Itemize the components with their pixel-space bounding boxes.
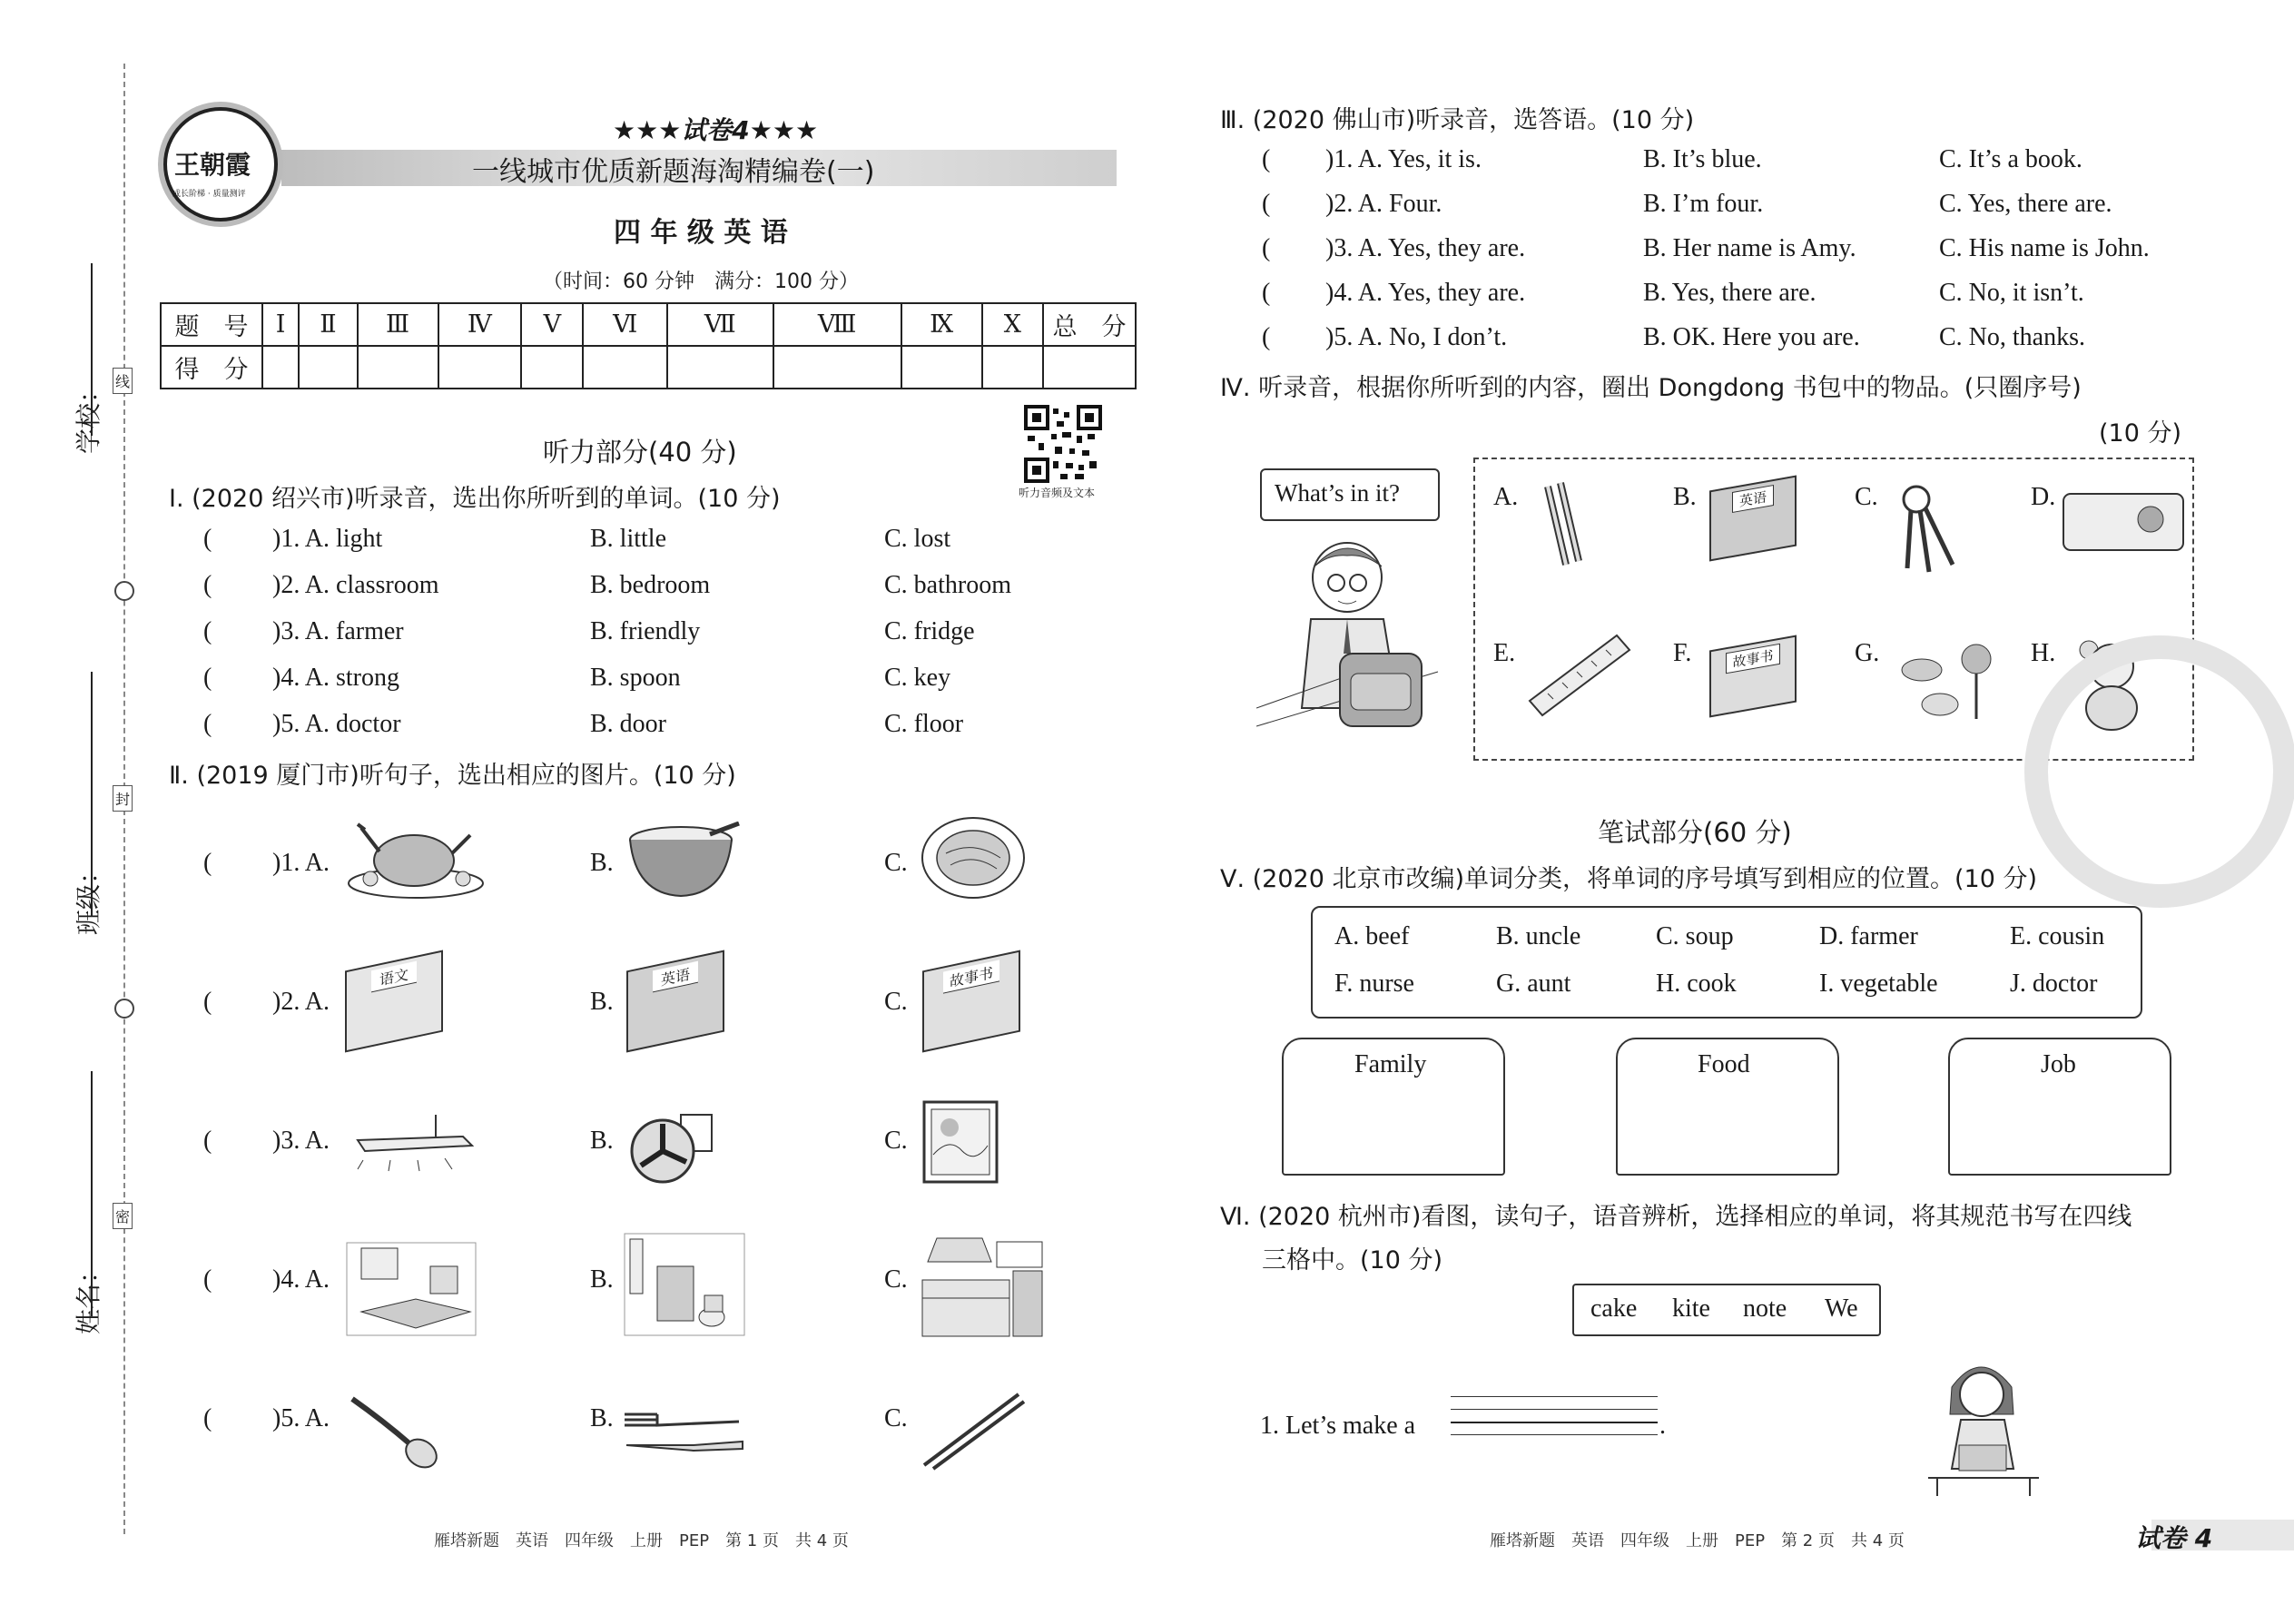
score-cell[interactable]	[982, 346, 1043, 389]
category-box-job[interactable]	[1948, 1038, 2171, 1176]
phonics-word: We	[1825, 1294, 1858, 1323]
candies-icon[interactable]	[1885, 637, 2004, 728]
score-col: Ⅸ	[901, 303, 982, 346]
question-option-b[interactable]: B.	[590, 988, 614, 1016]
answer-bracket[interactable]: (	[203, 664, 212, 692]
score-row-header: 题 号	[161, 303, 262, 346]
score-total-header: 总 分	[1043, 303, 1136, 346]
noodle-plate-icon[interactable]	[919, 812, 1028, 903]
question-option-c[interactable]: C. lost	[884, 525, 951, 553]
question-option-c[interactable]: C.	[884, 1404, 908, 1432]
soup-bowl-icon[interactable]	[626, 822, 744, 903]
answer-bracket[interactable]: (	[1262, 145, 1271, 173]
class-label: 班级：	[74, 858, 103, 935]
framed-picture-icon[interactable]	[922, 1100, 999, 1184]
electric-fan-icon[interactable]	[626, 1106, 717, 1187]
score-col: Ⅳ	[438, 303, 522, 346]
score-cell[interactable]	[438, 346, 522, 389]
speech-bubble-text: What’s in it?	[1275, 479, 1400, 507]
word-item: I. vegetable	[1819, 969, 1938, 998]
item-label-a[interactable]: A.	[1493, 483, 1519, 511]
word-item: D. farmer	[1819, 922, 1918, 950]
category-label: Family	[1354, 1050, 1427, 1078]
book-label: 英语	[653, 961, 698, 993]
logo-text: 王朝霞	[174, 150, 251, 180]
phonics-word: kite	[1672, 1294, 1710, 1323]
binding-hole-icon	[114, 581, 134, 601]
section-3-header: Ⅲ. (2020 佛山市)听录音，选答语。(10 分)	[1220, 106, 1695, 134]
word-item: B. uncle	[1496, 922, 1581, 950]
qr-code[interactable]	[1024, 405, 1102, 483]
book-label: 故事书	[1726, 644, 1780, 674]
item-label-d[interactable]: D.	[2031, 483, 2056, 511]
question-option-c[interactable]: C.	[884, 1265, 908, 1294]
page-footer-right: 雁塔新题 英语 四年级 上册 PEP 第 2 页 共 4 页	[1490, 1531, 1905, 1550]
phonics-word-box	[1572, 1284, 1881, 1336]
storybook-icon[interactable]	[922, 950, 1020, 1053]
score-cell[interactable]	[667, 346, 773, 389]
speech-bubble	[1260, 468, 1440, 521]
word-item: H. cook	[1656, 969, 1737, 998]
word-item: E. cousin	[2010, 922, 2105, 950]
item-label-c[interactable]: C.	[1855, 483, 1878, 511]
score-col: Ⅲ	[358, 303, 438, 346]
score-row-header: 得 分	[161, 346, 262, 389]
item-label-h[interactable]: H.	[2031, 639, 2056, 667]
score-cell[interactable]	[358, 346, 438, 389]
item-label-f[interactable]: F.	[1673, 639, 1692, 667]
category-box-food[interactable]	[1616, 1038, 1839, 1176]
question-option-c[interactable]: C. bathroom	[884, 571, 1011, 599]
question-option-c[interactable]: C. fridge	[884, 617, 975, 645]
binding-margin	[0, 0, 145, 1624]
category-label: Job	[2041, 1050, 2076, 1078]
banner-title: 一线城市优质新题海淘精编卷(一)	[472, 156, 875, 188]
answer-bracket[interactable]: (	[203, 1265, 212, 1294]
question-option-a[interactable]: )5. A. No, I don’t.	[1325, 323, 1508, 351]
pencil-case-icon[interactable]	[2060, 485, 2187, 557]
score-cell[interactable]	[901, 346, 982, 389]
question-option-b[interactable]: B.	[590, 849, 614, 877]
page-footer-left: 雁塔新题 英语 四年级 上册 PEP 第 1 页 共 4 页	[434, 1531, 849, 1550]
english-book-icon[interactable]	[626, 950, 724, 1053]
question-option-a[interactable]: )1. A. Yes, it is.	[1325, 145, 1482, 173]
answer-bracket[interactable]: (	[203, 988, 212, 1016]
book-label: 语文	[371, 961, 417, 993]
answer-bracket[interactable]: (	[203, 571, 212, 599]
answer-bracket[interactable]: (	[203, 525, 212, 553]
item-label-b[interactable]: B.	[1673, 483, 1697, 511]
question-option-c[interactable]: C.	[884, 988, 908, 1016]
bathroom-scene-icon[interactable]	[621, 1230, 748, 1339]
seal-char-line: 线	[113, 368, 133, 394]
name-label: 姓名：	[74, 1257, 103, 1334]
question-option-c[interactable]: C.	[884, 849, 908, 877]
sentence-1-end: .	[1659, 1412, 1666, 1440]
answer-bracket[interactable]: (	[203, 1127, 212, 1155]
english-books-icon[interactable]	[1709, 476, 1797, 562]
item-label-e[interactable]: E.	[1493, 639, 1516, 667]
book-label: 故事书	[943, 960, 999, 993]
knife-and-fork-icon[interactable]	[621, 1405, 748, 1463]
question-option-a[interactable]: )4. A. strong	[272, 664, 399, 692]
question-option-a[interactable]: )4. A.	[272, 1265, 330, 1294]
table-row	[161, 303, 1136, 346]
score-col: Ⅶ	[667, 303, 773, 346]
category-label: Food	[1698, 1050, 1750, 1078]
paper-tag-footer: 试卷 4	[2135, 1523, 2213, 1553]
question-option-c[interactable]: C. No, thanks.	[1939, 323, 2085, 351]
bedroom-scene-icon[interactable]	[343, 1239, 479, 1339]
word-item: F. nurse	[1334, 969, 1414, 998]
score-col: Ⅵ	[583, 303, 666, 346]
boy-with-schoolbag-illustration	[1256, 517, 1447, 753]
logo-badge	[163, 107, 278, 221]
chinese-book-icon[interactable]	[345, 950, 443, 1053]
question-option-a[interactable]: )2. A.	[272, 988, 330, 1016]
question-option-a[interactable]: )3. A. Yes, they are.	[1325, 234, 1526, 262]
ruler-icon[interactable]	[1526, 628, 1635, 719]
seal-char-seal: 封	[113, 785, 133, 812]
table-row	[161, 346, 1136, 389]
answer-bracket[interactable]: (	[203, 617, 212, 645]
sentence-1-prefix: 1. Let’s make a	[1260, 1412, 1416, 1440]
score-col: Ⅰ	[262, 303, 299, 346]
name-input-line[interactable]	[91, 1071, 93, 1316]
listening-title: 听力部分(40 分)	[543, 437, 737, 468]
score-col: Ⅷ	[773, 303, 901, 346]
qr-caption: 听力音频及文本	[1019, 487, 1096, 499]
question-option-a[interactable]: )5. A.	[272, 1404, 330, 1432]
binding-hole-icon	[114, 999, 134, 1019]
section-4-points: (10 分)	[2099, 419, 2182, 448]
section-5-header: Ⅴ. (2020 北京市改编)单词分类，将单词的序号填写到相应的位置。(10 分)	[1220, 865, 2038, 893]
four-line-grid[interactable]	[1451, 1396, 1658, 1436]
question-option-b[interactable]: B. It’s blue.	[1643, 145, 1762, 173]
pencils-icon[interactable]	[1530, 477, 1602, 577]
score-col: Ⅹ	[982, 303, 1043, 346]
roast-chicken-icon[interactable]	[343, 815, 488, 901]
logo-subtext: 成长阶梯 · 质量测评	[172, 190, 246, 199]
class-input-line[interactable]	[91, 672, 93, 917]
ceiling-light-icon[interactable]	[345, 1109, 481, 1182]
question-option-a[interactable]: )3. A.	[272, 1127, 330, 1155]
word-item: C. soup	[1656, 922, 1734, 950]
spoon-icon[interactable]	[347, 1393, 447, 1475]
score-col: Ⅴ	[521, 303, 583, 346]
score-cell[interactable]	[773, 346, 901, 389]
section-4-header: Ⅳ. 听录音，根据你所听到的内容，圈出 Dongdong 书包中的物品。(只圈序号)	[1220, 374, 2082, 402]
book-label: 英语	[1732, 485, 1774, 513]
item-label-g[interactable]: G.	[1855, 639, 1880, 667]
question-option-c[interactable]: C. floor	[884, 710, 964, 738]
question-option-b[interactable]: B. door	[590, 710, 666, 738]
answer-bracket[interactable]: (	[1262, 190, 1271, 218]
girl-making-cake-illustration	[1925, 1351, 2043, 1496]
score-cell[interactable]	[1043, 346, 1136, 389]
question-option-a[interactable]: )4. A. Yes, they are.	[1325, 279, 1526, 307]
question-option-b[interactable]: B. I’m four.	[1643, 190, 1764, 218]
phonics-word: note	[1743, 1294, 1787, 1323]
section-6-header: Ⅵ. (2020 杭州市)看图，读句子，语音辨析，选择相应的单词，将其规范书写在四线	[1220, 1203, 2132, 1231]
word-item: A. beef	[1334, 922, 1410, 950]
question-option-a[interactable]: )1. A. light	[272, 525, 383, 553]
chopsticks-icon[interactable]	[919, 1389, 1028, 1471]
answer-bracket[interactable]: (	[1262, 323, 1271, 351]
question-option-b[interactable]: B. bedroom	[590, 571, 711, 599]
score-cell[interactable]	[262, 346, 299, 389]
keys-icon[interactable]	[1889, 481, 1971, 581]
question-option-b[interactable]: B.	[590, 1127, 614, 1155]
word-bank-box	[1311, 906, 2142, 1019]
seal-watermark-icon	[2024, 635, 2294, 908]
score-cell[interactable]	[299, 346, 358, 389]
storybook-icon[interactable]	[1709, 635, 1797, 718]
question-option-c[interactable]: C. key	[884, 664, 951, 692]
phonics-word: cake	[1590, 1294, 1638, 1323]
section-1-header: Ⅰ. (2020 绍兴市)听录音，选出你所听到的单词。(10 分)	[169, 485, 781, 513]
score-cell[interactable]	[521, 346, 583, 389]
word-item: G. aunt	[1496, 969, 1571, 998]
question-option-a[interactable]: )1. A.	[272, 849, 330, 877]
word-item: J. doctor	[2010, 969, 2098, 998]
answer-bracket[interactable]: (	[203, 849, 212, 877]
school-label: 学校：	[74, 377, 103, 454]
question-option-c[interactable]: C. No, it isn’t.	[1939, 279, 2084, 307]
answer-bracket[interactable]: (	[203, 710, 212, 738]
question-option-a[interactable]: )2. A. Four.	[1325, 190, 1442, 218]
kitchen-scene-icon[interactable]	[919, 1235, 1046, 1342]
question-option-a[interactable]: )3. A. farmer	[272, 617, 404, 645]
question-option-b[interactable]: B. friendly	[590, 617, 701, 645]
question-option-b[interactable]: B. spoon	[590, 664, 681, 692]
time-info: （时间：60 分钟 满分：100 分）	[543, 271, 859, 293]
question-option-b[interactable]: B. little	[590, 525, 666, 553]
subject-title: 四 年 级 英 语	[614, 217, 788, 249]
score-table	[160, 302, 1137, 389]
answer-bracket[interactable]: (	[1262, 234, 1271, 262]
section-2-header: Ⅱ. (2019 厦门市)听句子，选出相应的图片。(10 分)	[169, 762, 736, 790]
answer-bracket[interactable]: (	[203, 1404, 212, 1432]
answer-bracket[interactable]: (	[1262, 279, 1271, 307]
paper-tag: ★★★试卷4★★★	[613, 115, 819, 145]
school-input-line[interactable]	[91, 263, 93, 436]
question-option-c[interactable]: C. It’s a book.	[1939, 145, 2082, 173]
question-option-c[interactable]: C.	[884, 1127, 908, 1155]
question-option-c[interactable]: C. Yes, there are.	[1939, 190, 2112, 218]
question-option-b[interactable]: B. Yes, there are.	[1643, 279, 1816, 307]
question-option-a[interactable]: )2. A. classroom	[272, 571, 439, 599]
written-title: 笔试部分(60 分)	[1598, 817, 1792, 848]
section-6-header-cont: 三格中。(10 分)	[1262, 1246, 1443, 1275]
score-col: Ⅱ	[299, 303, 358, 346]
question-option-c[interactable]: C. His name is John.	[1939, 234, 2150, 262]
category-box-family[interactable]	[1282, 1038, 1505, 1176]
seal-char-secret: 密	[113, 1203, 133, 1229]
question-option-b[interactable]: B. OK. Here you are.	[1643, 323, 1860, 351]
question-option-b[interactable]: B. Her name is Amy.	[1643, 234, 1856, 262]
question-option-b[interactable]: B.	[590, 1404, 614, 1432]
question-option-a[interactable]: )5. A. doctor	[272, 710, 401, 738]
score-cell[interactable]	[583, 346, 666, 389]
question-option-b[interactable]: B.	[590, 1265, 614, 1294]
